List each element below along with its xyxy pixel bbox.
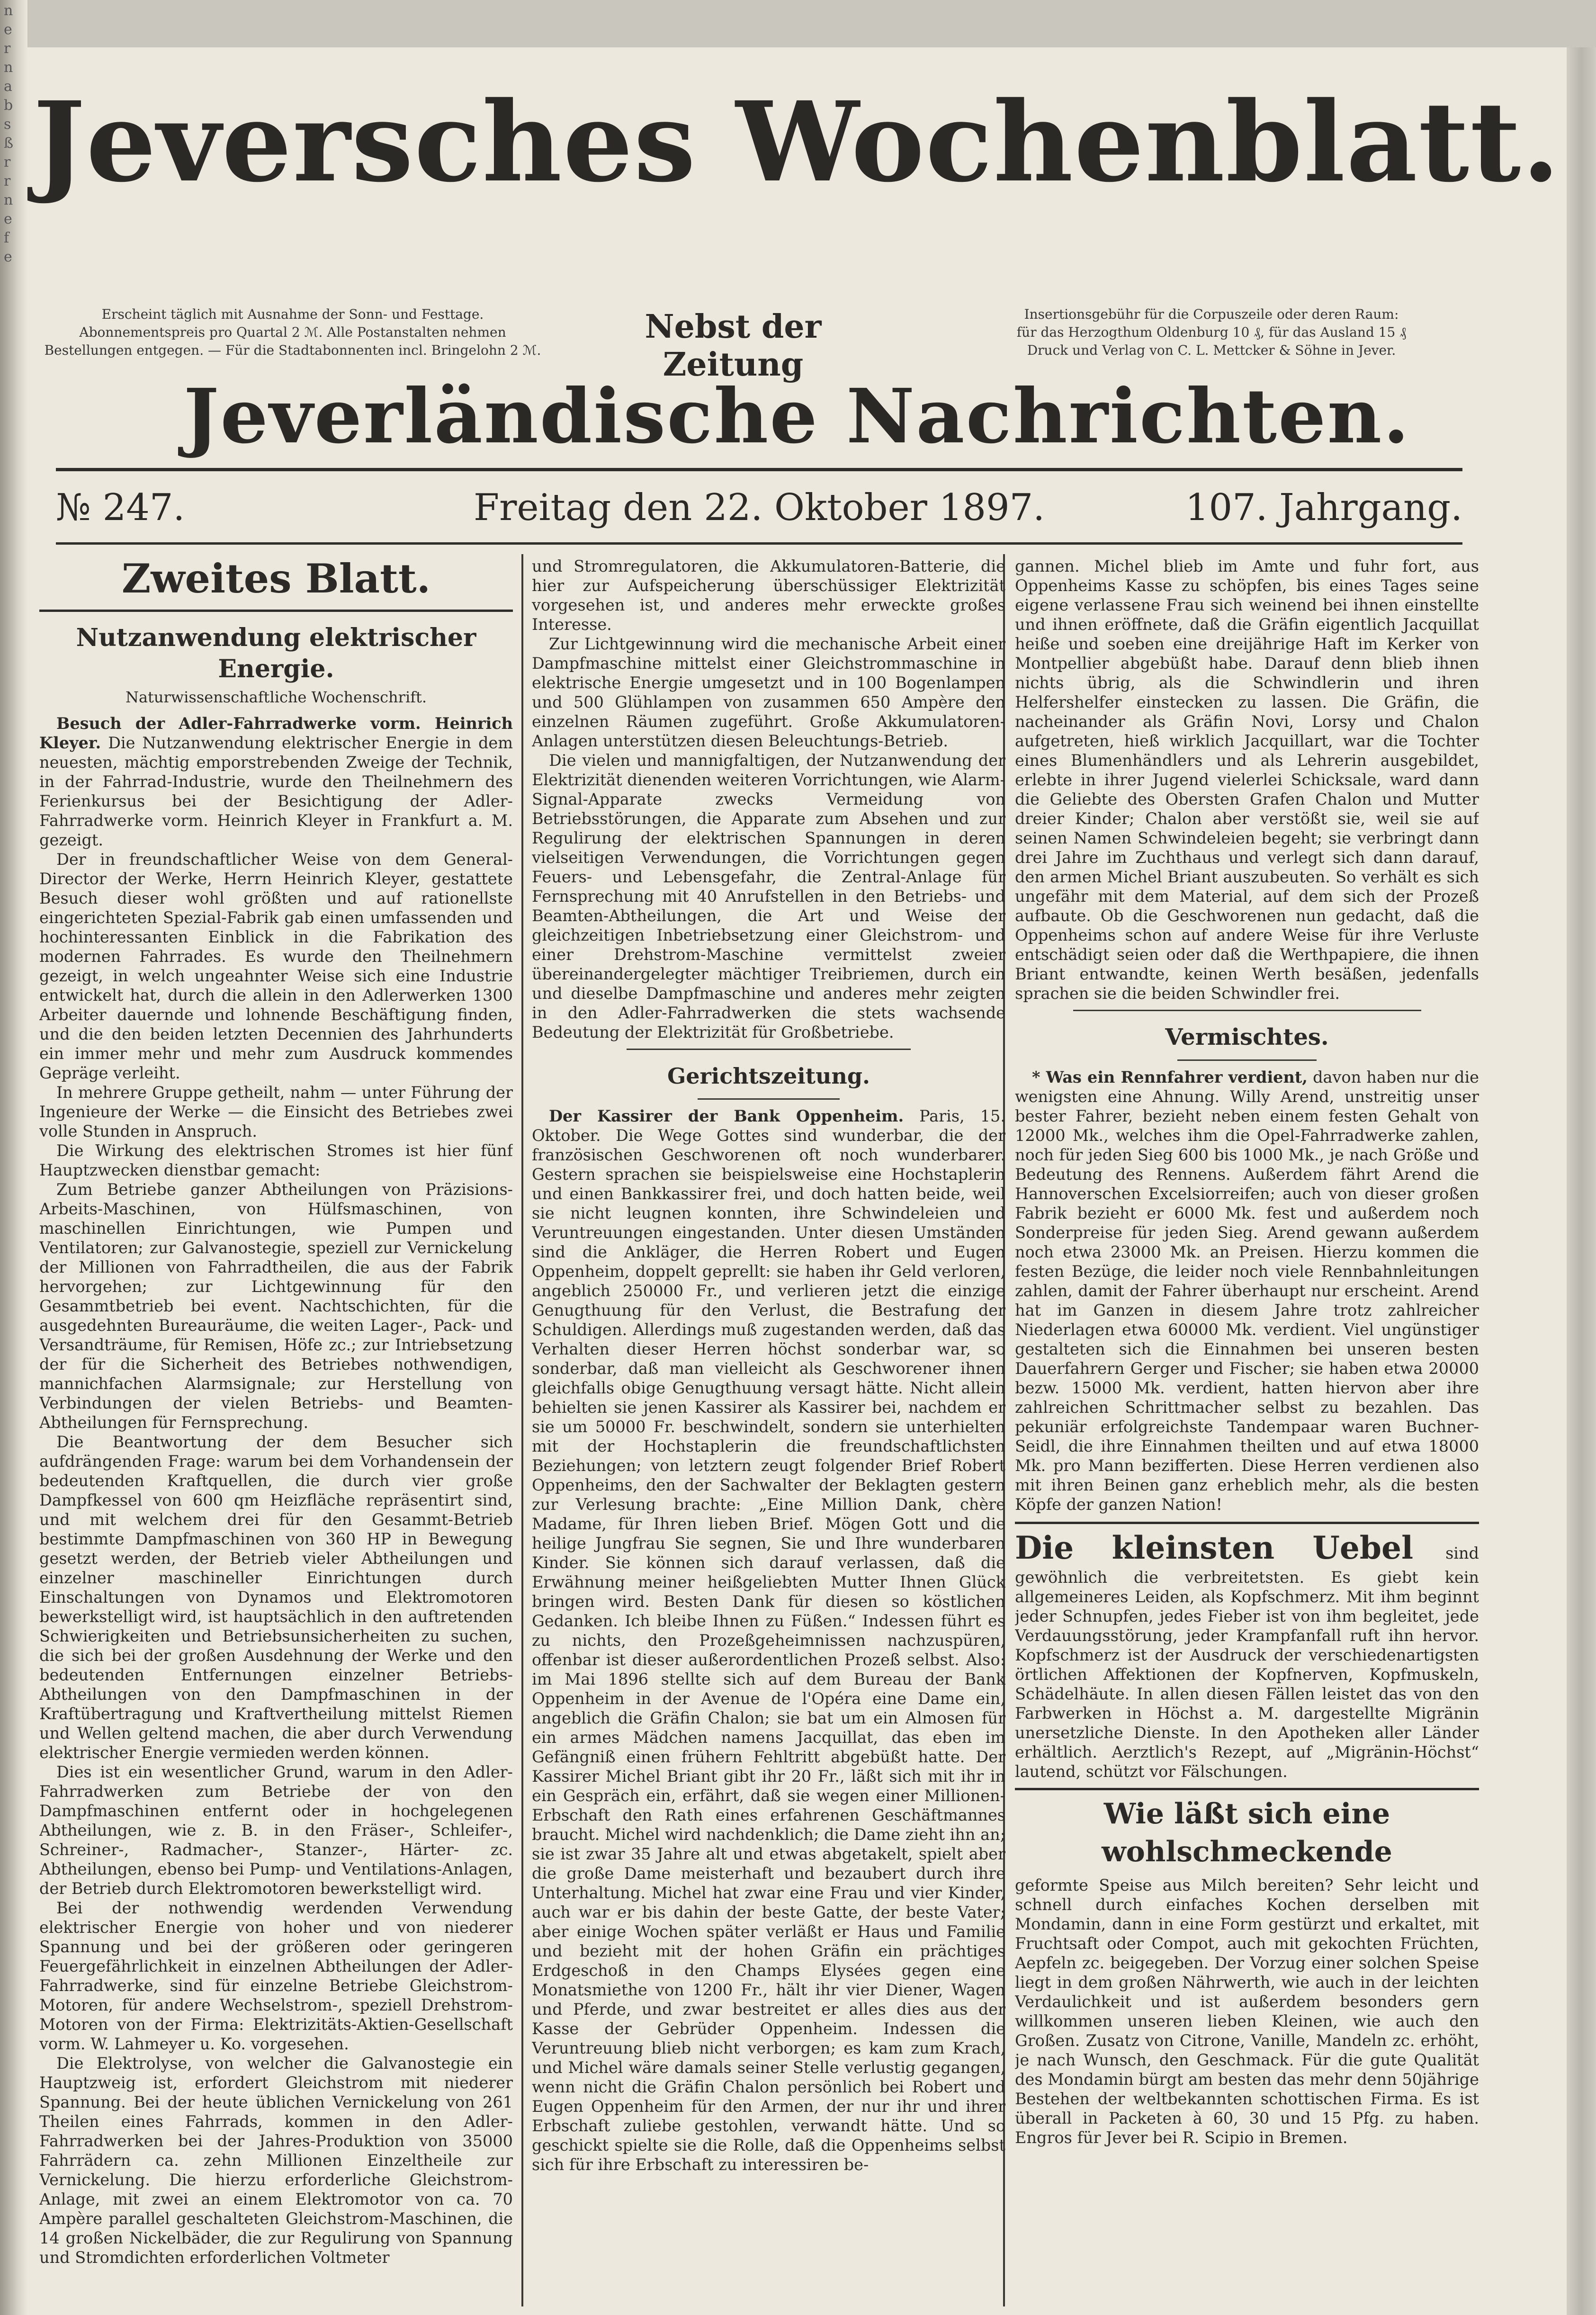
article-paragraph: In mehrere Gruppe getheilt, nahm — unter Führung der Ingenieure der Werke — die Einsicht des Betriebes zwei volle Stunden in Anspruch. <box>39 1083 513 1140</box>
advertising-info: Insertionsgebühr für die Corpuszeile oder deren Raum: für das Herzogthum Oldenburg 10 ₰, für das Ausland 15 ₰ Druck und Verlag von C. L. Mettcker & Söhne in Jever. <box>1016 306 1407 358</box>
spine-char: b <box>4 97 13 114</box>
column-2 <box>532 556 1005 2299</box>
advertisement-migraenin: Die kleinsten Uebel sind gewöhnlich die verbreitetsten. Es giebt kein allgemeineres Leiden, als Kopfschmerz. Mit ihm beginnt jeder Schnupfen, jedes Fieber ist von ihm begleitet, jede Verdauungsstörung, jeder Krampfanfall ruft ihn hervor. Kopfschmerz ist der Ausdruck der verschiedenartigsten örtlichen Affektionen der Kopfnerven, Kopfmuskeln, Schädelhäute. In allen diesen Fällen leistet das von den Farbwerken in Höchst a. M. dargestellte Migränin unersetzliche Dienste. In den Apotheken aller Länder erhältlich. Aerztlich's Rezept, auf „Migränin-Höchst“ lautend, schützt vor Fälschungen. <box>1015 1529 1479 1781</box>
article-paragraph: Die Wirkung des elektrischen Stromes ist hier fünf Hauptzwecken dienstbar gemacht: <box>39 1141 513 1179</box>
spine-char: a <box>4 78 12 95</box>
spine-char: r <box>4 173 11 189</box>
spine-char: s <box>4 116 11 133</box>
masthead-nebst: Nebst der Zeitung <box>645 308 822 384</box>
article-paragraph: Die vielen und mannigfaltigen, der Nutzanwendung der Elektrizität dienenden weiteren Vorrichtungen, wie Alarm-Signal-Apparate zwecks Vermeidung von Betriebsstörungen, die Apparate zum Absehen und zur Regulirung der elektrischen Spannungen in deren vielseitigen Verwendungen, die Vorrichtungen gegen Feuers- und Lebensgefahr, die Zentral-Anlage für Fernsprechung mit 40 Anrufstellen in den Betriebs- und Beamten-Abtheilungen, die Art und Weise der gleichzeitigen Inbetriebsetzung einer Gleichstrom- und einer Drehstrom-Maschine vermittelst zweier übereinandergelegter mächtiger Treibriemen, durch ein und dieselbe Dampfmaschine und anderes mehr zeigten in den Adler-Fahrradwerken die stets wachsende Bedeutung der Elektrizität für Großbetriebe. <box>532 751 1005 1041</box>
advertisement-mondamin: Wie läßt sich eine wohlschmeckende geformte Speise aus Milch bereiten? Sehr leicht und schnell durch einfaches Kochen derselben mit Mondamin, dann in eine Form gestürzt und erkaltet, mit Fruchtsaft oder Compot, auch mit gekochten Früchten, Aepfeln zc. beigegeben. Der Vorzug einer solchen Speise liegt in dem großen Nährwerth, wie auch in der leichten Verdaulichkeit und ist außerdem besonders gern willkommen unseren lieben Kleinen, wie auch den Großen. Zusatz von Citrone, Vanille, Mandeln zc. erhöht, je nach Wunsch, den Geschmack. Für die gute Qualität des Mondamin bürgt am besten das mehr denn 50jährige Bestehen der weltbekannten schottischen Firma. Es ist überall in Packeten à 60, 30 und 15 Pfg. zu haben. Engros für Jever bei R. Scipio in Bremen. <box>1015 1795 1479 2147</box>
article-source: Naturwissenschaftliche Wochenschrift. <box>125 688 427 706</box>
ad-title: Die kleinsten Uebel <box>1015 1529 1414 1566</box>
divider <box>1177 1059 1317 1061</box>
article-paragraph: und Stromregulatoren, die Akkumulatoren-Batterie, die hier zur Aufspeicherung überschüssiger Elektrizität vorgesehen ist, und anderes mehr erweckte großes Interesse. <box>532 557 1005 634</box>
spine-char: e <box>4 249 12 265</box>
top-rule <box>56 468 1462 471</box>
divider <box>39 610 513 612</box>
article-paragraph: Besuch der Adler-Fahrradwerke vorm. Heinrich Kleyer. Die Nutzanwendung elektrischer Energie in dem neuesten, mächtig emporstrebenden Zweige der Technik, in der Fahrrad-Industrie, wurde den Theilnehmern des Ferienkursus bei der Besichtigung der Adler-Fahrradwerke vorm. Heinrich Kleyer in Frankfurt a. M. gezeigt. <box>39 714 513 849</box>
article-paragraph: Die Elektrolyse, von welcher die Galvanostegie ein Hauptzweig ist, erfordert Gleichstrom mit niederer Spannung. Bei der heute üblichen Vernickelung von 261 Theilen eines Fahrrads, kommen in den Adler-Fahrradwerken bei der Jahres-Produktion von 35000 Fahrrädern ca. zehn Millionen Einzeltheile zur Vernickelung. Die hierzu erforderliche Gleichstrom-Anlage, mit zwei an einem Elektromotor von ca. 70 Ampère parallel geschalteten Gleichstrom-Maschinen, die 14 großen Nickelbäder, die zur Regulirung von Spannung und Stromdichten erforderlichen Voltmeter <box>39 2054 513 2267</box>
article-paragraph: Zum Betriebe ganzer Abtheilungen von Präzisions-Arbeits-Maschinen, von Hülfsmaschinen, von maschinellen Einrichtungen, wie Pumpen und Ventilatoren; zur Galvanostegie, speziell zur Vernickelung der Millionen von Fahrradtheilen, die aus der Fabrik hervorgehen; zur Lichtgewinnung für den Gesammtbetrieb bei event. Nachtschichten, für die ausgedehnten Bureauräume, die weiten Lager-, Pack- und Versandträume, für Remisen, Höfe zc.; zur Intriebsetzung der für die Sicherheit des Betriebes nothwendigen, mannichfachen Alarmsignale; zur Herstellung von Verbindungen der vielen Betriebs- und Beamten-Abtheilungen für Fernsprechung. <box>39 1180 513 1432</box>
spine-char: n <box>4 192 13 208</box>
spine-char: e <box>4 211 12 227</box>
newspaper-page <box>27 47 1567 2315</box>
dateline <box>56 479 1462 536</box>
divider <box>698 1098 840 1100</box>
spine-char: ß <box>4 135 14 152</box>
spine-char: e <box>4 21 12 38</box>
spine-char: r <box>4 40 11 57</box>
section-title: Zweites Blatt. <box>122 556 430 602</box>
divider <box>1073 1010 1421 1011</box>
section-headline: Vermischtes. <box>1165 1024 1329 1050</box>
volume: 107. Jahrgang. <box>1185 486 1462 529</box>
spine-char: r <box>4 154 11 170</box>
article-paragraph: Zur Lichtgewinnung wird die mechanische Arbeit einer Dampfmaschine mittelst einer Gleichstrommaschine in elektrische Energie umgesetzt und in 100 Bogenlampen und 500 Glühlampen von zusammen 650 Ampère den einzelnen Räumen zugeführt. Große Akkumulatoren-Anlagen unterstützen diesen Beleuchtungs-Betrieb. <box>532 635 1005 750</box>
issue-date: Freitag den 22. Oktober 1897. <box>473 486 1045 529</box>
spine-char: n <box>4 59 13 76</box>
spine-char: n <box>4 2 13 19</box>
ad-title: Wie läßt sich eine wohlschmeckende <box>1102 1797 1392 1868</box>
article-paragraph: Dies ist ein wesentlicher Grund, warum in den Adler-Fahrradwerken zum Betriebe der von den Dampfmaschinen entfernt oder in hochgelegenen Abtheilungen, wie z. B. in den Fräser-, Schleifer-, Schreiner-, Radmacher-, Stanzer-, Härter- zc. Abtheilungen, ebenso bei Pump- und Ventilations-Anlagen, der Betrieb durch Elektromotoren bewerkstelligt wird. <box>39 1763 513 1898</box>
article-paragraph: Der in freundschaftlicher Weise von dem General-Director der Werke, Herrn Heinrich Kleyer, gestattete Besuch dieser wohl größten und auf rationellste eingerichteten Spezial-Fabrik gab einen umfassenden und hochinteressanten Einblick in die Fabrikation des modernen Fahrrades. Es wurde den Theilnehmern gezeigt, in welch ungeahnter Weise sich eine Industrie entwickelt hat, durch die allein in den Adlerwerken 1300 Arbeiter dauernde und lohnende Beschäftigung finden, und die den beiden letzten Decennien des Jahrhunderts ein immer mehr und mehr zum Ausdruck kommendes Gepräge verleiht. <box>39 850 513 1082</box>
divider <box>1015 1788 1479 1790</box>
column-1 <box>39 556 513 2314</box>
article-paragraph: gannen. Michel blieb im Amte und fuhr fort, aus Oppenheims Kasse zu schöpfen, bis eines Tages seine eigene verlassene Frau sich weinend bei ihnen einstellte und ihnen eröffnete, daß die Gräfin eigentlich Jacquillat heiße und soeben eine dreijährige Haft im Kerker von Montpellier abgebüßt habe. Darauf denn blieb ihnen nichts übrig, als die Schwindlerin und ihren Helfershelfer einstecken zu lassen. Die Gräfin, die nacheinander als Gräfin Novi, Lorsy und Chalon aufgetreten, hieß wirklich Jacquillart, war die Tochter eines Blumenhändlers und als Lehrerin ausgebildet, erlebte in ihrer Jugend vielerlei Schicksale, ward dann die Geliebte des Obersten Grafen Chalon und Mutter dreier Kinder; Chalon aber verstößt sie, weil sie auf seinen Namen Schwindeleien begeht; sie verbringt dann drei Jahre im Zuchthaus und verlegt sich dann darauf, den armen Michel Briant auszubeuten. So verhält es sich ungefähr mit dem Material, auf dem sich der Prozeß aufbaute. Ob die Geschworenen nun gedacht, daß die Oppenheims schon auf andere Weise für ihre Verluste entschädigt seien oder daß die Werthpapiere, die ihnen Briant entwandte, keinen Werth besäßen, jedenfalls sprachen sie die beiden Schwindler frei. <box>1015 557 1479 1003</box>
article-paragraph: Bei der nothwendig werdenden Verwendung elektrischer Energie von hoher und von niederer Spannung und bei der größeren oder geringeren Feuergefährlichkeit in einzelnen Abtheilungen der Adler-Fahrradwerke, sind für einzelne Betriebe Gleichstrom-Motoren, für andere Wechselstrom-, speziell Drehstrom-Motoren von der Firma: Elektrizitäts-Aktien-Gesellschaft vorm. W. Lahmeyer u. Ko. vorgesehen. <box>39 1899 513 2053</box>
article-paragraph: Die Beantwortung der dem Besucher sich aufdrängenden Frage: warum bei dem Vorhandensein der bedeutenden Kraftquellen, die durch vier große Dampfkessel von 600 qm Heizfläche repräsentirt sind, und mit welchem drei für den Gesammt-Betrieb bestimmte Dampfmaschinen von 360 HP in Bewegung gesetzt werden, der Betrieb vieler Abtheilungen und einzelner maschineller Einrichtungen durch Einschaltungen von Dynamos und Elektromotoren bewerkstelligt wird, ist hauptsächlich in den auftretenden Schwierigkeiten und Betriebsunsicherheiten zu suchen, die sich bei der großen Ausdehnung der Werke und den bedeutenden Entfernungen einzelner Betriebs-Abtheilungen von den Dampfmaschinen in der Kraftübertragung und Kraftvertheilung mittelst Riemen und Wellen geltend machen, die aber durch Verwendung elektrischer Energie vermieden werden können. <box>39 1433 513 1762</box>
divider <box>1015 1522 1479 1524</box>
issue-number: № 247. <box>56 486 185 529</box>
bottom-rule <box>56 542 1462 545</box>
masthead-title: Jeversches Wochenblatt. <box>33 77 1561 206</box>
subscription-info: Erscheint täglich mit Ausnahme der Sonn- und Festtage. Abonnementspreis pro Quartal 2 ℳ. Alle Postanstalten nehmen Bestellungen entgegen. — Für die Stadtabonnenten incl. Bringelohn 2 ℳ. <box>44 306 541 358</box>
article-paragraph: * Was ein Rennfahrer verdient, davon haben nur die wenigsten eine Ahnung. Willy Arend, unstreitig unser bester Fahrer, bezieht neben einem festen Gehalt von 12000 Mk., welches ihm die Opel-Fahrradwerke zahlen, noch für jeden Sieg 600 bis 1000 Mk., je nach Größe und Bedeutung des Rennens. Außerdem fährt Arend die Hannoverschen Excelsiorreifen; auch von dieser großen Fabrik bezieht er 6000 Mk. fest und außerdem noch Sonderpreise für jeden Sieg. Arend gewann außerdem noch etwa 23000 Mk. an Preisen. Hierzu kommen die festen Bezüge, die leider noch viele Rennbahnleitungen zahlen, damit der Fahrer überhaupt nur erscheint. Arend hat im Ganzen in diesem Jahre trotz zahlreicher Niederlagen etwa 60000 Mk. verdient. Viel ungünstiger gestalteten sich die Einnahmen bei unseren besten Dauerfahrern Gerger und Fischer; sie haben etwa 20000 bezw. 15000 Mk. verdient, hatten hiervon aber ihre zahlreichen Schrittmacher selbst zu bezahlen. Das pekuniär erfolgreichste Tandempaar waren Buchner-Seidl, die ihre Einnahmen theilten und auf etwa 18000 Mk. pro Mann bezifferten. Diese Herren verdienen also mit ihren Beinen ganz erheblich mehr, als die besten Köpfe der ganzen Nation! <box>1015 1068 1479 1514</box>
masthead-subtitle: Jeverländische Nachrichten. <box>183 373 1411 460</box>
spine-char: f <box>4 230 9 246</box>
column-divider <box>521 554 523 2306</box>
article-headline: Nutzanwendung elektrischer Energie. <box>76 623 476 683</box>
section-headline: Gerichtszeitung. <box>667 1063 870 1089</box>
column-3 <box>1015 556 1479 2299</box>
binding-spine <box>0 0 27 2315</box>
divider <box>627 1049 911 1050</box>
page-edge <box>1567 47 1596 2315</box>
article-paragraph: Der Kassirer der Bank Oppenheim. Paris, 15. Oktober. Die Wege Gottes sind wunderbar, die der französischen Geschworenen oft noch wunderbarer. Gestern sprachen sie beispielsweise eine Hochstaplerin und einen Bankkassirer frei, und doch hatten beide, weil sie nicht leugnen konnten, ihre Schwindeleien und Veruntreuungen eingestanden. Unter diesen Umständen sind die Ankläger, die Herren Robert und Eugen Oppenheim, doppelt geprellt: sie haben ihr Geld verloren, angeblich 250000 Fr., und verlieren jetzt die einzige Genugthuung für den Verlust, die Bestrafung der Schuldigen. Allerdings muß zugestanden werden, daß das Verhalten dieser Herren höchst sonderbar war, so sonderbar, daß man vielleicht als Geschworener ihnen gleichfalls obige Genugthuung versagt hätte. Nicht allein behielten sie jenen Kassirer als Kassirer bei, nachdem er sie um 50000 Fr. beschwindelt, sondern sie unterhielten mit der Hochstaplerin die freundschaftlichsten Beziehungen; von letztern zeugt folgender Brief Robert Oppenheims, den der Sachwalter der Beklagten gestern zur Verlesung brachte: „Eine Million Dank, chère Madame, für Ihren lieben Brief. Mögen Gott und die heilige Jungfrau Sie segnen, Sie und Ihre wunderbaren Kinder. Sie können sich darauf verlassen, daß die Erwähnung meiner heißgeliebten Mutter Ihnen Glück bringen wird. Besten Dank für diesen so köstlichen Gedanken. Ich bleibe Ihnen zu Füßen.“ Indessen führt es zu nichts, den Prozeßgeheimnissen nachzuspüren, offenbar ist dieser außerordentlichen Prozeß selbst. Also: im Mai 1896 stellte sich auf dem Bureau der Bank Oppenheim in der Avenue de l'Opéra eine Dame ein, angeblich die Gräfin Chalon; sie bat um ein Almosen für ein armes Mädchen namens Jacquillat, das eben im Gefängniß einen frühern Fehltritt abgebüßt hatte. Der Kassirer Michel Briant gibt ihr 20 Fr., läßt sich mit ihr in ein Gespräch ein, erfährt, daß sie wegen einer Millionen-Erbschaft den Rath eines erfahrenen Geschäftmannes braucht. Michel wird nachdenklich; die Dame zieht ihn an; sie ist zwar 35 Jahre alt und etwas abgetakelt, spielt aber die große Dame meisterhaft und bezaubert durch ihre Unterhaltung. Michel hat zwar eine Frau und vier Kinder, auch war er bis dahin der beste Gatte, der beste Vater; aber einige Wochen später verläßt er Haus und Familie und bezieht mit der hohen Gräfin ein prächtiges Erdgeschoß in den Champs Elysées gegen eine Monatsmiethe von 1200 Fr., hält ihr vier Diener, Wagen und Pferde, und zwar bestreitet er alles dies aus der Kasse der Gebrüder Oppenheim. Indessen die Veruntreuung blieb nicht verborgen; es kam zum Krach, und Michel wäre damals seiner Stelle verlustig gegangen, wenn nicht die Gräfin Chalon persönlich bei Robert und Eugen Oppenheim für den Armen, der nur ihr und ihrer Erbschaft zuliebe gestohlen, verwandt hätte. Und so geschickt spielte sie die Rolle, daß die Oppenheims selbst sich für ihre Erbschaft zu interessiren be- <box>532 1107 1005 2174</box>
